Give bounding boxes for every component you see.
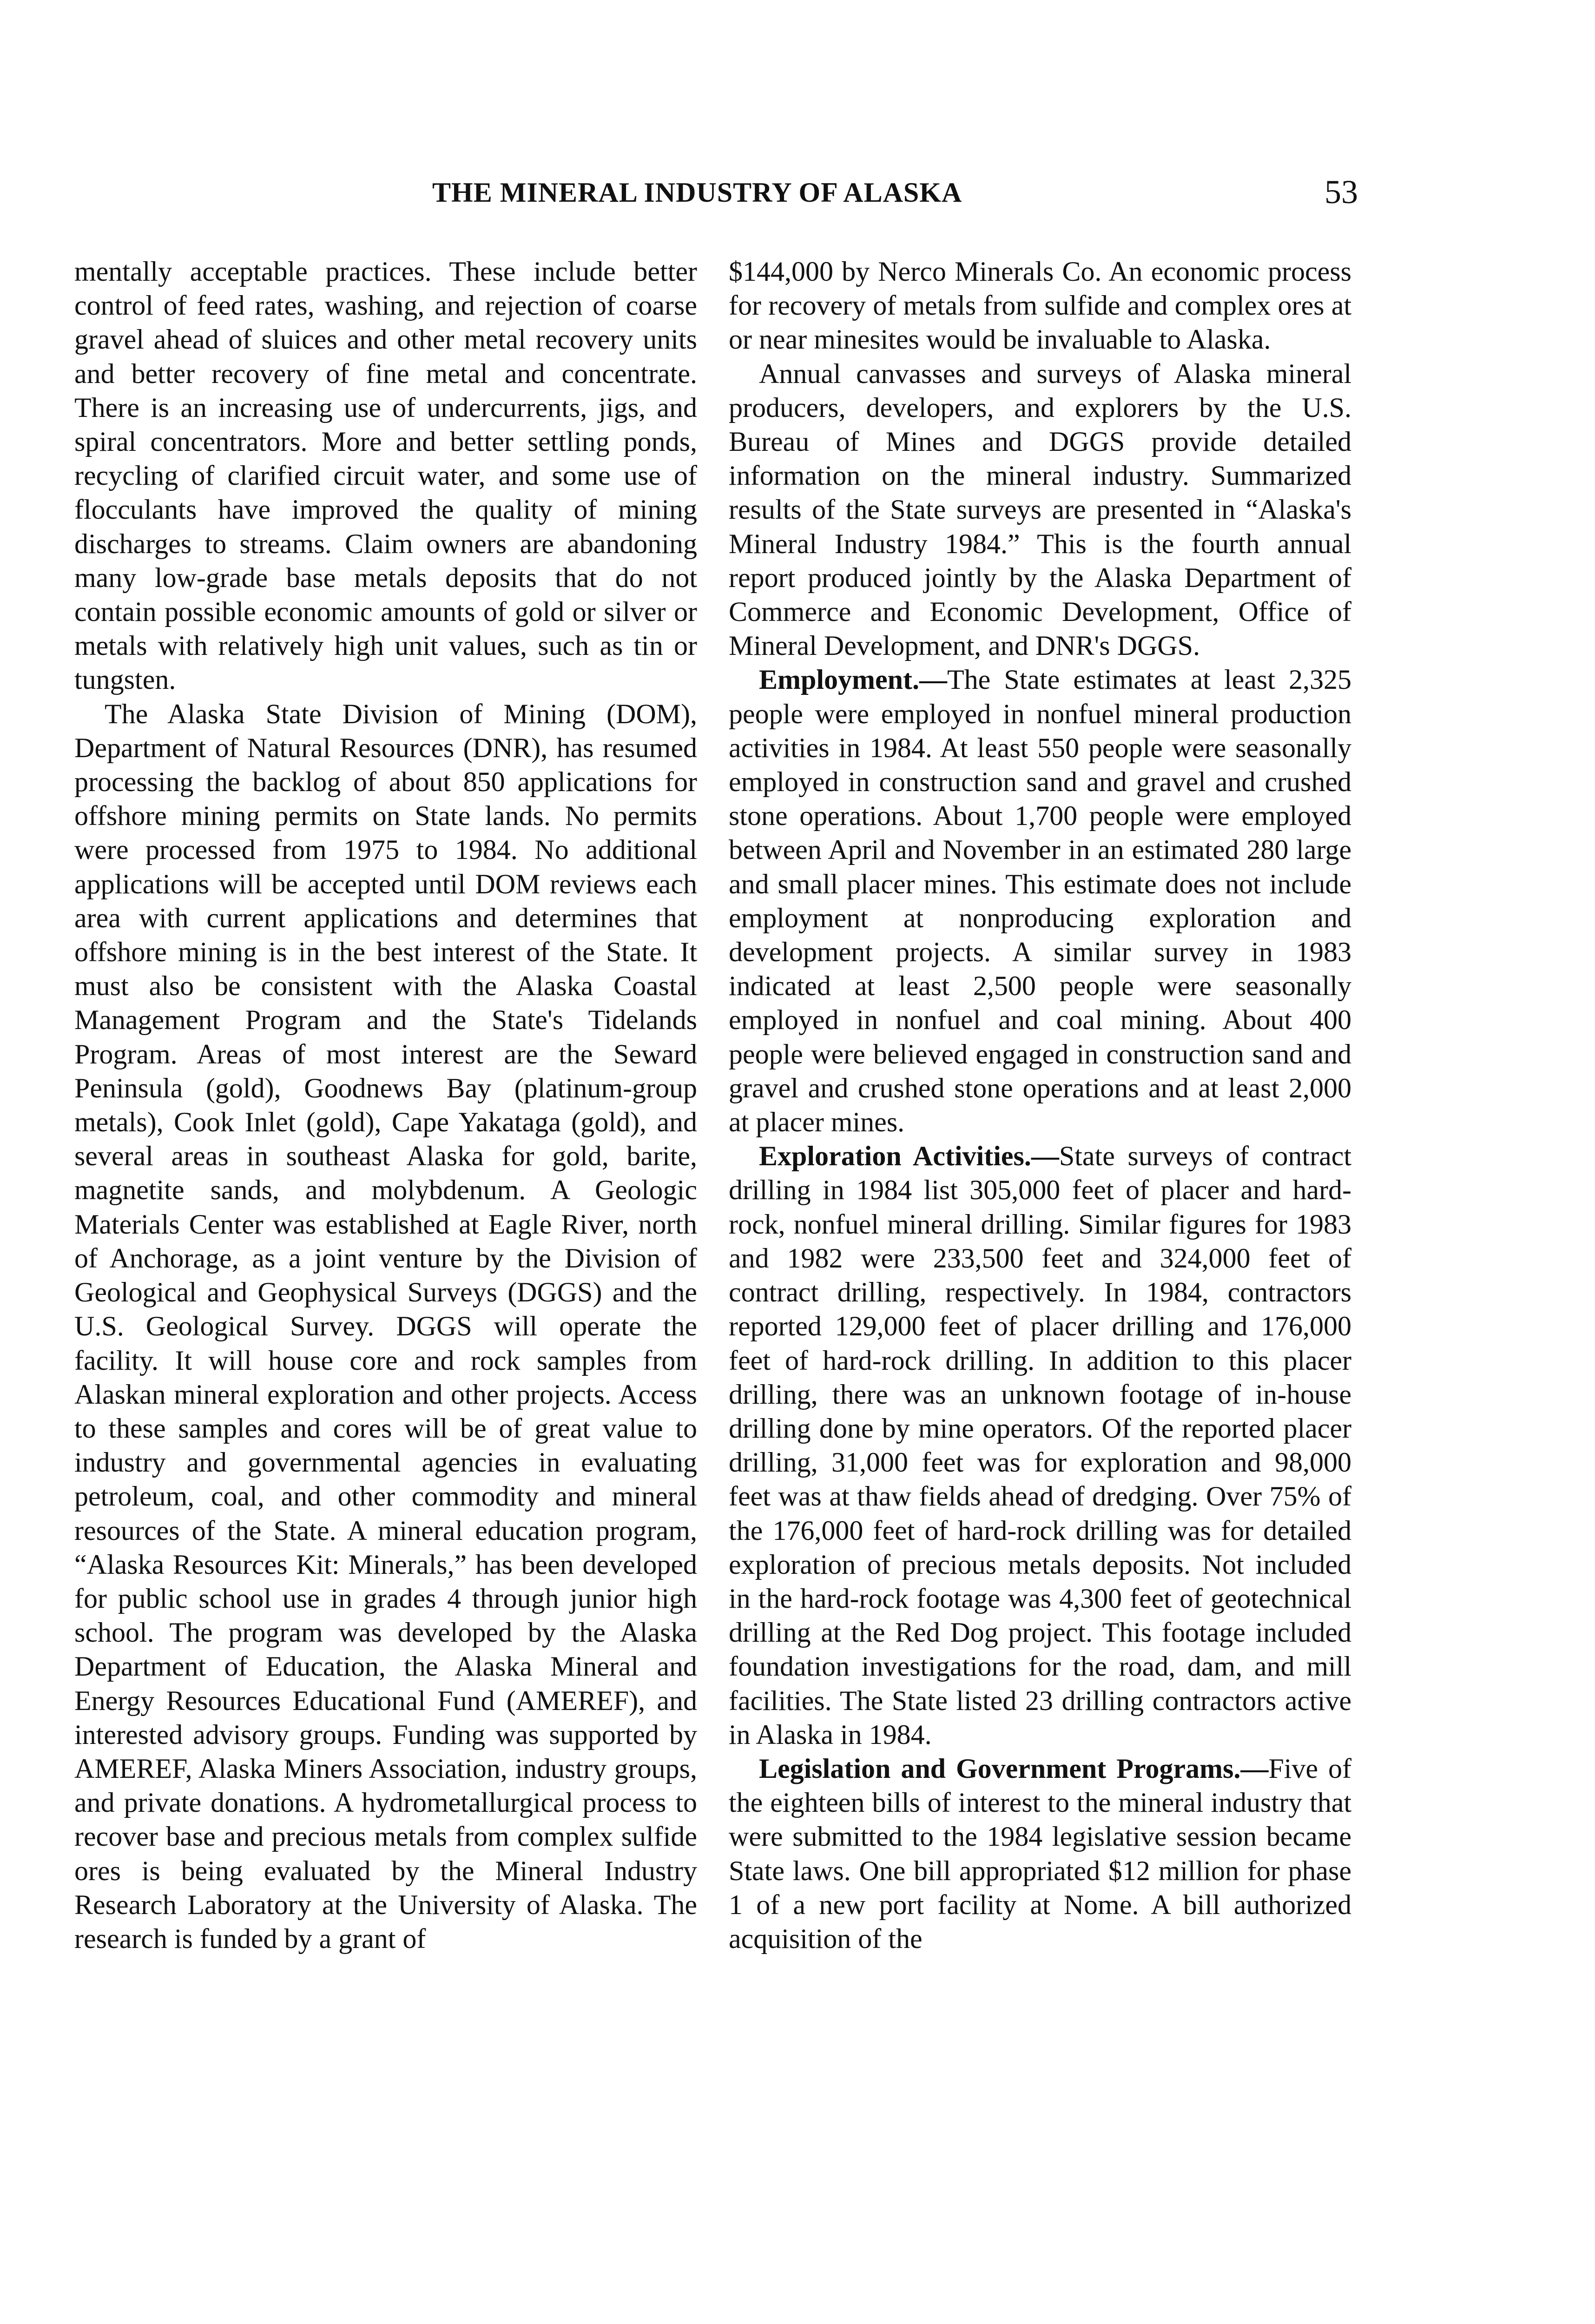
employment-paragraph bbox=[729, 663, 1351, 1139]
employment-text: The State estimates at least 2,325 people were employed in nonfuel mineral production activities in 1984. At least 550 people were seasonally employed in construction sand and gravel and crushed stone operations. About 1,700 people were employed between April and November in an estimated 280 large and small placer mines. This estimate does not include employment at nonproducing exploration and development projects. A similar survey in 1983 indicated at least 2,500 people were seasonally employed in nonfuel and coal mining. About 400 people were believed engaged in construction sand and gravel and crushed stone operations and at least 2,000 at placer mines. bbox=[729, 664, 1351, 1138]
legislation-text: Five of the eighteen bills of interest to the mineral industry that were submitted to the 1984 legislative session became State laws. One bill appropriated $12 million for phase 1 of a new port facility at Nome. A bill authorized acquisition of the bbox=[729, 1753, 1351, 1954]
exploration-heading: Exploration Activities.— bbox=[759, 1141, 1059, 1172]
page-number: 53 bbox=[1325, 173, 1358, 211]
right-column bbox=[729, 255, 1351, 1956]
right-paragraph-1: $144,000 by Nerco Minerals Co. An economic process for recovery of metals from sulfide and complex ores at or near minesites would be invaluable to Alaska. bbox=[729, 256, 1351, 355]
exploration-paragraph bbox=[729, 1139, 1351, 1752]
legislation-paragraph bbox=[729, 1752, 1351, 1956]
employment-heading: Employment.— bbox=[759, 664, 947, 695]
right-paragraph-2: Annual canvasses and surveys of Alaska mineral producers, developers, and explorers by the U.S. Bureau of Mines and DGGS provide detailed information on the mineral industry. Summarized results of the State surveys are presented in “Alaska's Mineral Industry 1984.” This is the fourth annual report produced jointly by the Alaska Department of Commerce and Economic Development, Office of Mineral Development, and DNR's DGGS. bbox=[729, 358, 1351, 661]
running-head: THE MINERAL INDUSTRY OF ALASKA bbox=[432, 177, 962, 208]
left-paragraph-2: The Alaska State Division of Mining (DOM), Department of Natural Resources (DNR), has resumed processing the backlog of about 850 applications for offshore mining permits on State lands. No permits were processed from 1975 to 1984. No additional applications will be accepted until DOM reviews each area with current applications and determines that offshore mining is in the best interest of the State. It must also be consistent with the Alaska Coastal Management Program and the State's Tidelands Program. Areas of most interest are the Seward Peninsula (gold), Goodnews Bay (platinum-group metals), Cook Inlet (gold), Cape Yakataga (gold), and several areas in southeast Alaska for gold, barite, magnetite sands, and molybdenum. A Geologic Materials Center was established at Eagle River, north of Anchorage, as a joint venture by the Division of Geological and Geophysical Surveys (DGGS) and the U.S. Geological Survey. DGGS will operate the facility. It will house core and rock samples from Alaskan mineral exploration and other projects. Access to these samples and cores will be of great value to industry and governmental agencies in evaluating petroleum, coal, and other commodity and mineral resources of the State. A mineral education program, “Alaska Resources Kit: Minerals,” has been developed for public school use in grades 4 through junior high school. The program was developed by the Alaska Department of Education, the Alaska Mineral and Energy Resources Educational Fund (AMEREF), and interested advisory groups. Funding was supported by AMEREF, Alaska Miners Association, industry groups, and private donations. A hydrometallurgical process to recover base and precious metals from complex sulfide ores is being evaluated by the Mineral Industry Research Laboratory at the University of Alaska. The research is funded by a grant of bbox=[74, 698, 697, 1954]
legislation-heading: Legislation and Government Programs.— bbox=[759, 1753, 1269, 1784]
exploration-text: State surveys of contract drilling in 1984 list 305,000 feet of placer and hard-rock, nonfuel mineral drilling. Similar figures for 1983 and 1982 were 233,500 feet and 324,000 feet of contract drilling, respectively. In 1984, contractors reported 129,000 feet of placer drilling and 176,000 feet of hard-rock drilling. In addition to this placer drilling, there was an unknown footage of in-house drilling done by mine operators. Of the reported placer drilling, 31,000 feet was for exploration and 98,000 feet was at thaw fields ahead of dredging. Over 75% of the 176,000 feet of hard-rock drilling was for detailed exploration of precious metals deposits. Not included in the hard-rock footage was 4,300 feet of geotechnical drilling at the Red Dog project. This footage included foundation investigations for the road, dam, and mill facilities. The State listed 23 drilling contractors active in Alaska in 1984. bbox=[729, 1141, 1352, 1750]
left-paragraph-1: mentally acceptable practices. These include better control of feed rates, washing, and rejection of coarse gravel ahead of sluices and other metal recovery units and better recovery of fine metal and concentrate. There is an increasing use of undercurrents, jigs, and spiral concentrators. More and better settling ponds, recycling of clarified circuit water, and some use of flocculants have improved the quality of mining discharges to streams. Claim owners are abandoning many low-grade base metals deposits that do not contain possible economic amounts of gold or silver or metals with relatively high unit values, such as tin or tungsten. bbox=[74, 256, 697, 695]
left-column bbox=[74, 255, 697, 1956]
